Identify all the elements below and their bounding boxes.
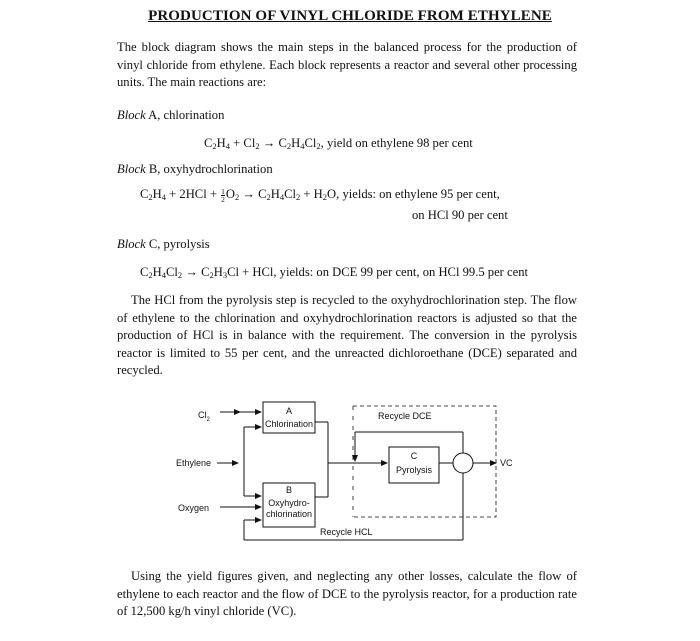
process-block-diagram <box>160 392 520 550</box>
reaction-a: $C_2H_4 + Cl_2 \to C_2H_4Cl_2$, yield on ethylene 98 per cent <box>204 136 473 151</box>
block-b-title-1: Oxyhydro- <box>268 498 310 508</box>
block-c-letter: C <box>410 451 418 461</box>
block-b-title-2: chlorination <box>265 509 313 519</box>
block-a-title: Chlorination <box>264 419 314 429</box>
ethylene-label: Ethylene <box>176 458 212 468</box>
block-c-title: Pyrolysis <box>395 465 433 475</box>
page-title: PRODUCTION OF VINYL CHLORIDE FROM ETHYLENE <box>148 8 552 24</box>
reaction-b-yield: , yields: on ethylene 95 per cent, <box>336 187 500 201</box>
intro-paragraph: The block diagram shows the main steps in the balanced process for the production of vinyl chloride from ethylene. Each block represents a reactor and several other processing units. The main reactions are: <box>117 40 577 89</box>
recycle-hcl-label: Recycle HCL <box>320 527 373 537</box>
question-paragraph: Using the yield figures given, and neglecting any other losses, calculate the flow of ethylene to each reactor and the flow of DCE to the pyrolysis reactor, for a production rate of 12,500 kg/h vinyl chloride (VC). <box>117 569 577 618</box>
reaction-c: $C_2H_4Cl_2 \to C_2H_3Cl$ + HCl, yields: on DCE 99 per cent, on HCl 99.5 per cent <box>140 265 528 280</box>
block-a-label: Block <box>117 108 146 122</box>
block-a-heading <box>117 108 224 123</box>
recycle-paragraph: The HCl from the pyrolysis step is recycled to the oxyhydrochlorination step. The flow of ethylene to the chlorination and oxyhydrochlorination reactors is adjusted so that the production of HCl is in balance with the requirement. The conversion in the pyrolysis reactor is limited to 55 per cent, and the unreacted dichloroethane (DCE) separated and recycled. <box>117 293 577 377</box>
reaction-c-yield: , yields: on DCE 99 per cent, on HCl 99.5 per cent <box>273 265 528 279</box>
vc-label: VC <box>500 458 513 468</box>
reaction-b: $C_2H_4 + 2HCl$ + $\frac{1}{2}$ $O_2 \to C_2H_4Cl_2 + H_2O$, yields: on ethylene 95 per cent, <box>140 186 500 204</box>
oxygen-label: Oxygen <box>178 503 210 513</box>
reaction-b-yield-hcl: on HCl 90 per cent <box>412 208 508 222</box>
block-c-heading <box>117 237 210 252</box>
block-c-label: Block <box>117 237 146 251</box>
block-b-heading <box>117 162 273 177</box>
block-b-label: Block <box>117 162 146 176</box>
reaction-a-yield: , yield on ethylene 98 per cent <box>320 136 473 150</box>
block-b-letter: B <box>285 485 293 495</box>
cl2-label: $Cl_2$ <box>198 410 210 423</box>
block-a-letter: A <box>285 406 293 416</box>
block-b-name: B, oxyhydrochlorination <box>145 162 273 176</box>
separator-circle <box>453 453 473 473</box>
block-a-name: A, chlorination <box>145 108 225 122</box>
recycle-dce-label: Recycle DCE <box>378 411 432 421</box>
block-c-name: C, pyrolysis <box>145 237 210 251</box>
